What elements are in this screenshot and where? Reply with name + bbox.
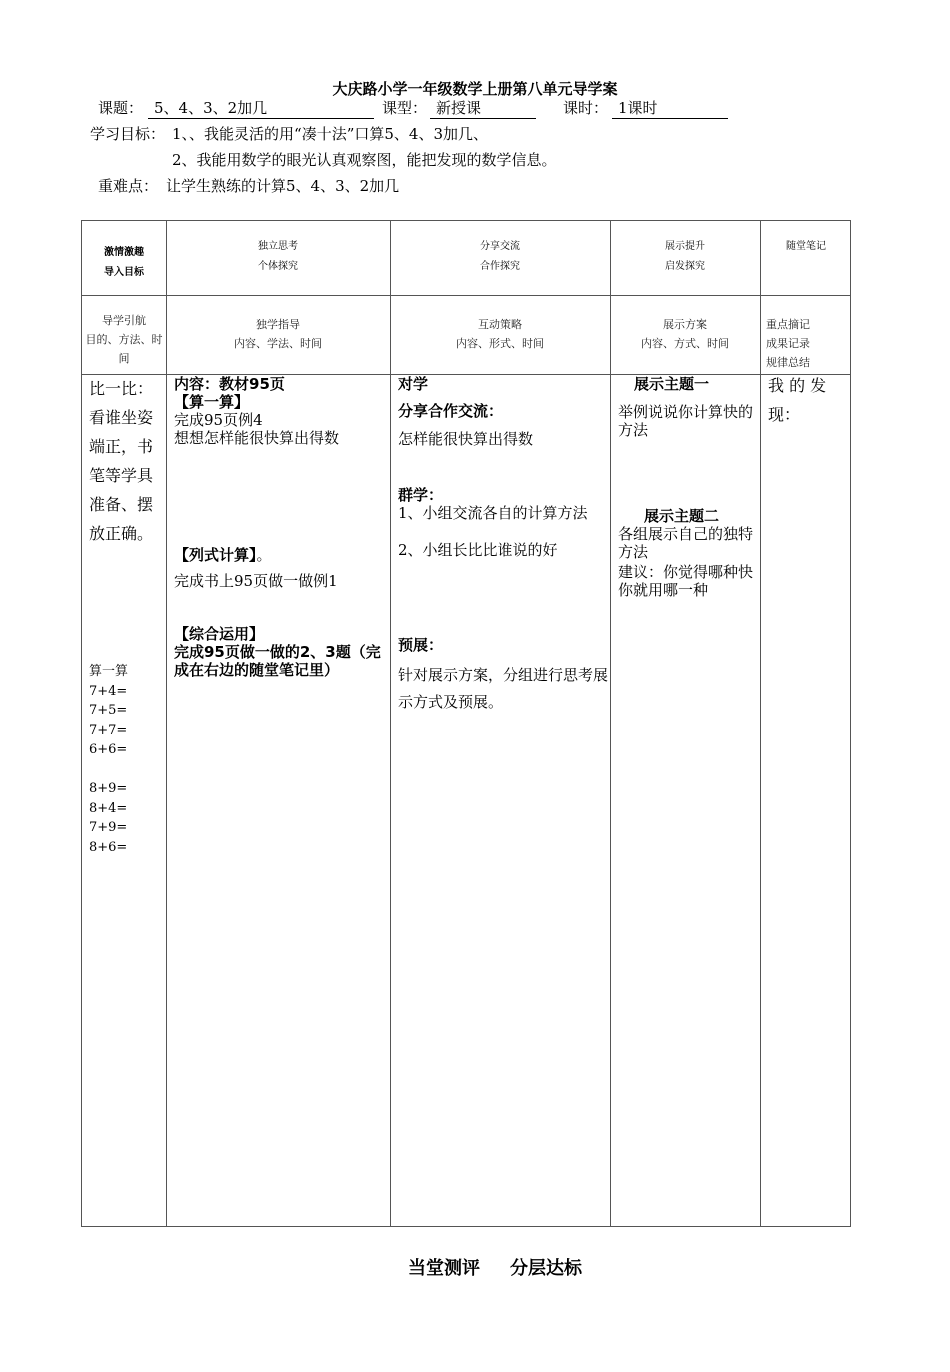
header-col4: 展示提升 启发探究: [665, 241, 705, 272]
subheader-col2: 独学指导 内容、学法、时间: [234, 318, 322, 350]
footer-heading: 当堂测评 分层达标: [408, 1258, 582, 1279]
key-points-text: 让学生熟练的计算5、4、3、2加几: [166, 177, 400, 195]
col5-notes: 我 的 发 现：: [768, 376, 827, 424]
time-value: 1课时: [612, 97, 728, 119]
subheader-col3: 互动策略 内容、形式、时间: [456, 318, 544, 350]
col1-intro: 比一比： 看谁坐姿 端正，书 笔等学具 准备、摆 放正确。: [89, 379, 154, 543]
header-col1: 激情激趣 导入目标: [104, 247, 144, 278]
subheader-col4: 展示方案 内容、方式、时间: [641, 318, 729, 350]
col2-list-calc: 【列式计算】。 完成书上95页做一做例1: [174, 546, 338, 590]
key-points-label: 重难点：: [98, 177, 159, 195]
objectives-label: 学习目标：: [90, 125, 166, 143]
col4-theme1: 展示主题一 举例说说你计算快的方法: [618, 375, 754, 439]
type-label: 课型：: [382, 99, 428, 117]
objective-2: 2、我能用数学的眼光认真观察图，能把发现的数学信息。: [172, 151, 557, 169]
type-value: 新授课: [430, 97, 536, 119]
col2-apply: 【综合运用】 完成95页做一做的2、3题（完成在右边的随堂笔记里）: [174, 625, 381, 679]
subheader-col1: 导学引航 目的、方法、时 间: [85, 314, 163, 365]
time-label: 课时：: [563, 99, 609, 117]
objective-1: 1、、我能灵活的用“凑十法”口算5、4、3加几、: [172, 125, 489, 143]
header-col2: 独立思考 个体探究: [258, 241, 298, 272]
header-col3: 分享交流 合作探究: [480, 241, 520, 272]
subheader-col5: 重点摘记 成果记录 规律总结: [766, 318, 810, 369]
col1-calc: 算一算 7+4= 7+5= 7+7= 6+6= 8+9= 8+4= 7+9= 8+6=: [89, 662, 165, 857]
col4-theme2: 展示主题二 各组展示自己的独特方法 建议：你觉得哪种快你就用哪一种: [618, 507, 754, 599]
col3-preview: 预展： 针对展示方案，分组进行思考展示方式及预展。: [398, 636, 609, 711]
col2-content: 内容：教材95页 【算一算】 完成95页例4 想想怎样能很快算出得数: [174, 375, 340, 447]
col3-share: 对学 分享合作交流： 怎样能很快算出得数: [398, 375, 534, 448]
topic-value: 5、4、3、2加几: [148, 97, 374, 119]
header-col5: 随堂笔记: [786, 241, 826, 252]
col3-group: 群学： 1、小组交流各自的计算方法 2、小组长比比谁说的好: [398, 486, 588, 559]
lesson-table: [81, 220, 851, 1227]
calc-title: 算一算: [89, 664, 129, 679]
page-title: 大庆路小学一年级数学上册第八单元导学案: [332, 80, 618, 98]
topic-label: 课题：: [98, 99, 144, 117]
